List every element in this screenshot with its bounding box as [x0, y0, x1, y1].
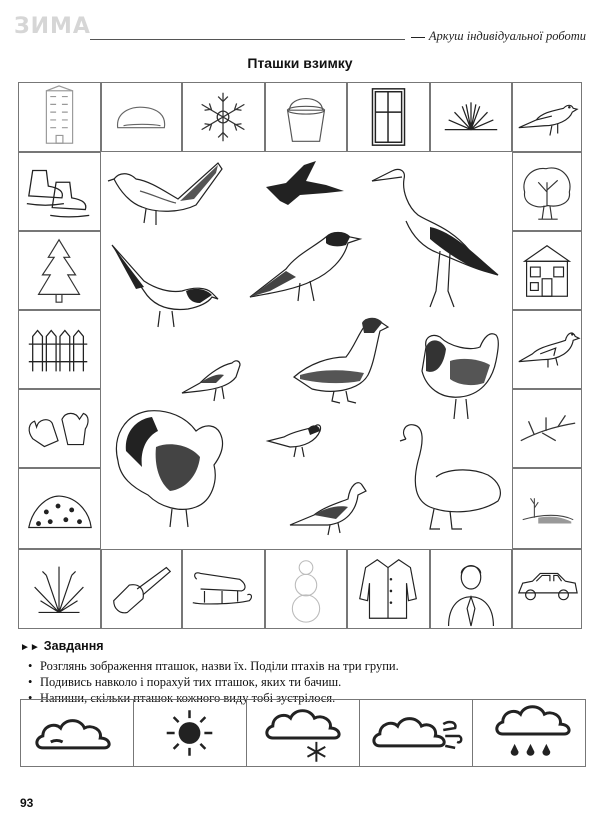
picture-cell-scoop [101, 549, 182, 629]
man-portrait-icon [431, 550, 511, 628]
coat-icon [348, 550, 429, 628]
task-block [20, 638, 590, 706]
fir-tree-icon [19, 232, 100, 309]
birds-picture-area [100, 151, 512, 547]
cloud-snow-icon [247, 700, 359, 766]
cuckoo-bird [108, 163, 222, 225]
picture-cell-sparrow [512, 82, 582, 152]
weather-cell-windy [360, 700, 473, 766]
building-icon [19, 83, 100, 151]
weather-cell-snow [247, 700, 360, 766]
picture-cell-building [18, 82, 101, 152]
picture-cell-house [512, 231, 582, 310]
picture-cell-man [430, 549, 512, 629]
magpie [112, 245, 218, 327]
task-item: • Напиши, скільки пташок кожного виду тобі зустрілося. [32, 690, 590, 706]
worksheet-subtitle-text: Аркуш індивідуальної роботи [428, 29, 586, 43]
picture-cell-bread [101, 82, 182, 152]
deciduous-tree-icon [513, 153, 581, 230]
car-icon [513, 550, 581, 628]
section-title: ЗИМА [14, 14, 91, 39]
weather-cell-rain [473, 700, 585, 766]
bare-branch-icon [513, 390, 581, 467]
header-rule [90, 39, 405, 40]
picture-cell-tree [512, 152, 582, 231]
picture-cell-dry-plant [18, 549, 101, 629]
picture-cell-skates [18, 152, 101, 231]
swan [400, 425, 500, 529]
task-item: • Подивись навколо і порахуй тих пташок, яких ти бачиш. [32, 674, 590, 690]
page-title: Пташки взимку [247, 55, 353, 71]
picture-cell-bucket [265, 82, 347, 152]
ice-skates-icon [19, 153, 100, 230]
sun-icon [134, 700, 246, 766]
weather-cell-sunny [134, 700, 247, 766]
house-icon [513, 232, 581, 309]
picture-cell-snowman [265, 549, 347, 629]
picture-cell-pigeon-small [512, 310, 582, 389]
picture-cell-berry-bush [18, 468, 101, 549]
picture-cell-fence [18, 310, 101, 389]
task-heading-text: Завдання [43, 639, 104, 653]
snowy-bush-icon [19, 469, 100, 548]
fence-icon [19, 311, 100, 388]
worksheet-subtitle [411, 29, 586, 44]
picture-cell-branch [512, 389, 582, 468]
cloud-icon [21, 700, 133, 766]
picture-cell-fir-tree [18, 231, 101, 310]
weather-row [20, 699, 586, 767]
snowman-icon [266, 550, 346, 628]
dry-plant-icon [19, 550, 100, 628]
small-bird-icon [513, 83, 581, 151]
snowflake-icon [183, 83, 264, 151]
picture-cell-winter-tree [512, 468, 582, 549]
grass-bush-icon [431, 83, 511, 151]
cloud-rain-icon [473, 700, 585, 766]
picture-cell-snowflake [182, 82, 265, 152]
picture-cell-window [347, 82, 430, 152]
winter-landscape-icon [513, 469, 581, 548]
task-heading [20, 638, 590, 656]
weather-cell-cloudy [21, 700, 134, 766]
bread-icon [102, 83, 181, 151]
double-arrow-icon: ►► [20, 642, 40, 653]
bucket-icon [266, 83, 346, 151]
window-icon [348, 83, 429, 151]
task-item: • Розглянь зображення пташок, назви їх. Поділи птахів на три групи. [32, 658, 590, 674]
pigeon-icon [513, 311, 581, 388]
picture-cell-mittens [18, 389, 101, 468]
scoop-icon [102, 550, 181, 628]
mittens-icon [19, 390, 100, 467]
sled-icon [183, 550, 264, 628]
picture-cell-car [512, 549, 582, 629]
cloud-wind-icon [360, 700, 472, 766]
page-number: 93 [20, 796, 34, 810]
picture-cell-bush [430, 82, 512, 152]
picture-cell-coat [347, 549, 430, 629]
flying-crow [266, 161, 344, 205]
picture-cell-sled [182, 549, 265, 629]
